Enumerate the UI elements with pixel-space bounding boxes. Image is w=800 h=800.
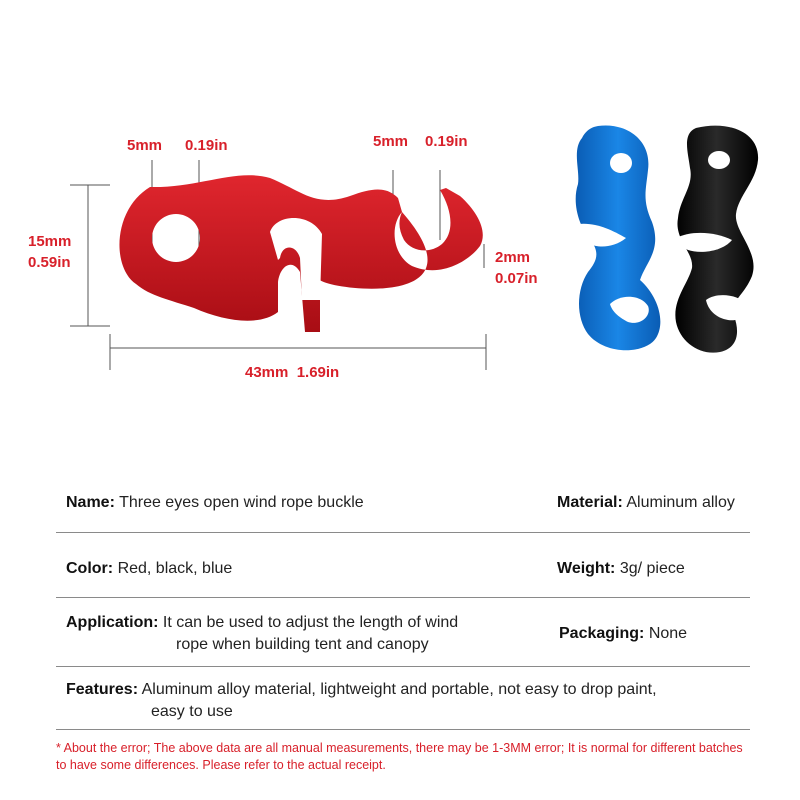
spec-color-label: Color: [66, 560, 114, 577]
height-in: 0.59in [28, 254, 71, 271]
black-buckle [675, 126, 758, 353]
spec-features-line1: Aluminum alloy material, lightweight and portable, not easy to drop paint, [141, 681, 657, 698]
spec-weight-value: 3g/ piece [619, 560, 685, 577]
spec-application-line1: It can be used to adjust the length of wind [162, 614, 459, 631]
right-hole-in: 0.19in [425, 133, 468, 150]
left-hole-in: 0.19in [185, 137, 228, 154]
spec-weight [557, 558, 685, 580]
spec-application [66, 612, 458, 656]
spec-material [557, 492, 735, 514]
spec-name [66, 492, 364, 514]
spec-packaging-value: None [648, 625, 688, 642]
spec-features [66, 679, 750, 723]
right-hole-mm: 5mm [373, 133, 409, 150]
spec-features-label: Features: [66, 681, 139, 698]
spec-row-name [56, 470, 750, 533]
gap-in: 0.07in [495, 270, 538, 287]
spec-application-line2: rope when building tent and canopy [176, 636, 429, 653]
spec-material-value: Aluminum alloy [626, 494, 735, 511]
error-footnote: * About the error; The above data are all manual measurements, there may be 1-3MM error; It is normal for different batches to have some differences. Please refer to the actual receipt. [56, 741, 743, 772]
spec-application-label: Application: [66, 614, 159, 631]
spec-packaging-label: Packaging: [559, 625, 645, 642]
spec-name-label: Name: [66, 494, 115, 511]
height-mm: 15mm [28, 233, 72, 250]
spec-color [66, 558, 232, 580]
spec-features-line2: easy to use [151, 703, 233, 720]
spec-row-application [56, 598, 750, 667]
spec-row-color [56, 533, 750, 598]
spec-name-value: Three eyes open wind rope buckle [119, 494, 364, 511]
spec-color-value: Red, black, blue [117, 560, 233, 577]
blue-buckle [576, 125, 661, 350]
spec-weight-label: Weight: [557, 560, 616, 577]
left-hole-mm: 5mm [127, 137, 163, 154]
spec-packaging [559, 623, 687, 645]
length-label: 43mm 1.69in [245, 364, 340, 381]
spec-row-features [56, 667, 750, 730]
gap-mm: 2mm [495, 249, 531, 266]
spec-material-label: Material: [557, 494, 623, 511]
